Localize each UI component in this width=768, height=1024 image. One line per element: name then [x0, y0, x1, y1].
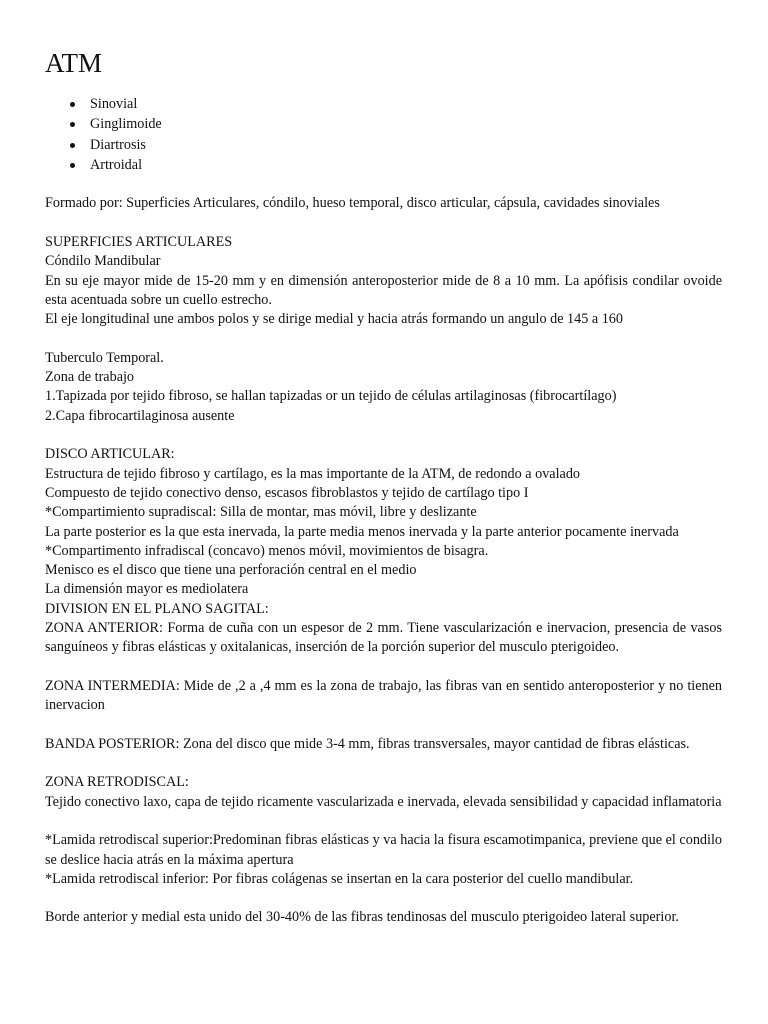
paragraph: Tejido conectivo laxo, capa de tejido ricamente vascularizada e inervada, elevada sensibilidad y capacidad inflamatoria [45, 793, 722, 810]
paragraph: *Lamida retrodiscal inferior: Por fibras colágenas se insertan en la cara posterior del cuello mandibular. [45, 870, 634, 887]
list-item: Sinovial [90, 94, 722, 114]
section-heading: Tuberculo Temporal. [45, 349, 164, 366]
document-page [45, 48, 722, 928]
paragraph: Estructura de tejido fibroso y cartílago, es la mas importante de la ATM, de redondo a ovalado [45, 465, 581, 482]
paragraph: El eje longitudinal une ambos polos y se dirige medial y hacia atrás formando un angulo de 145 a 160 [45, 311, 623, 328]
paragraph: *Compartimiento supradiscal: Silla de montar, mas móvil, libre y deslizante [45, 504, 477, 521]
paragraph: *Lamida retrodiscal superior:Predominan fibras elásticas y va hacia la fisura escamotimpanica, previene que el condilo se deslice hacia atrás en la máxima apertura [45, 832, 722, 868]
page-title: ATM [45, 48, 103, 78]
paragraph: 2.Capa fibrocartilaginosa ausente [45, 407, 235, 424]
paragraph: ZONA INTERMEDIA: Mide de ,2 a ,4 mm es la zona de trabajo, las fibras van en sentido anteroposterior y no tienen inervacion [45, 677, 722, 714]
paragraph: En su eje mayor mide de 15-20 mm y en dimensión anteroposterior mide de 8 a 10 mm. La apófisis condilar ovoide esta acentuada sobre un cuello estrecho. [45, 272, 722, 308]
paragraph: Menisco es el disco que tiene una perforación central en el medio [45, 562, 417, 579]
classification-list [45, 94, 722, 175]
paragraph: *Compartimento infradiscal (concavo) menos móvil, movimientos de bisagra. [45, 542, 489, 559]
formado-paragraph: Formado por: Superficies Articulares, cóndilo, hueso temporal, disco articular, cápsula, cavidades sinoviales [45, 195, 660, 212]
paragraph: ZONA ANTERIOR: Forma de cuña con un espesor de 2 mm. Tiene vascularización e inervacion, presencia de vasos sanguíneos y fibras elásticas y oxitalanicas, inserción de la porción superior del musculo pterigoideo. [45, 620, 722, 656]
list-item: Artroidal [90, 155, 722, 175]
paragraph: BANDA POSTERIOR: Zona del disco que mide 3-4 mm, fibras transversales, mayor cantidad de fibras elásticas. [45, 735, 690, 752]
section-subheading: Zona de trabajo [45, 369, 135, 386]
list-item: Diartrosis [90, 135, 722, 155]
paragraph: La parte posterior es la que esta inervada, la parte media menos inervada y la parte anterior pocamente inervada [45, 523, 679, 540]
section-heading: ZONA RETRODISCAL: [45, 774, 189, 791]
section-heading: SUPERFICIES ARTICULARES [45, 234, 233, 251]
list-item: Ginglimoide [90, 114, 722, 134]
paragraph: Compuesto de tejido conectivo denso, escasos fibroblastos y tejido de cartílago tipo I [45, 484, 529, 501]
paragraph: DIVISION EN EL PLANO SAGITAL: [45, 600, 269, 617]
paragraph: La dimensión mayor es mediolatera [45, 581, 249, 598]
paragraph: 1.Tapizada por tejido fibroso, se hallan tapizadas or un tejido de células artilaginosas (fibrocartílago) [45, 388, 617, 405]
paragraph: Borde anterior y medial esta unido del 30-40% de las fibras tendinosas del musculo pterigoideo lateral superior. [45, 909, 679, 926]
section-subheading: Cóndilo Mandibular [45, 253, 161, 270]
section-heading: DISCO ARTICULAR: [45, 446, 175, 463]
